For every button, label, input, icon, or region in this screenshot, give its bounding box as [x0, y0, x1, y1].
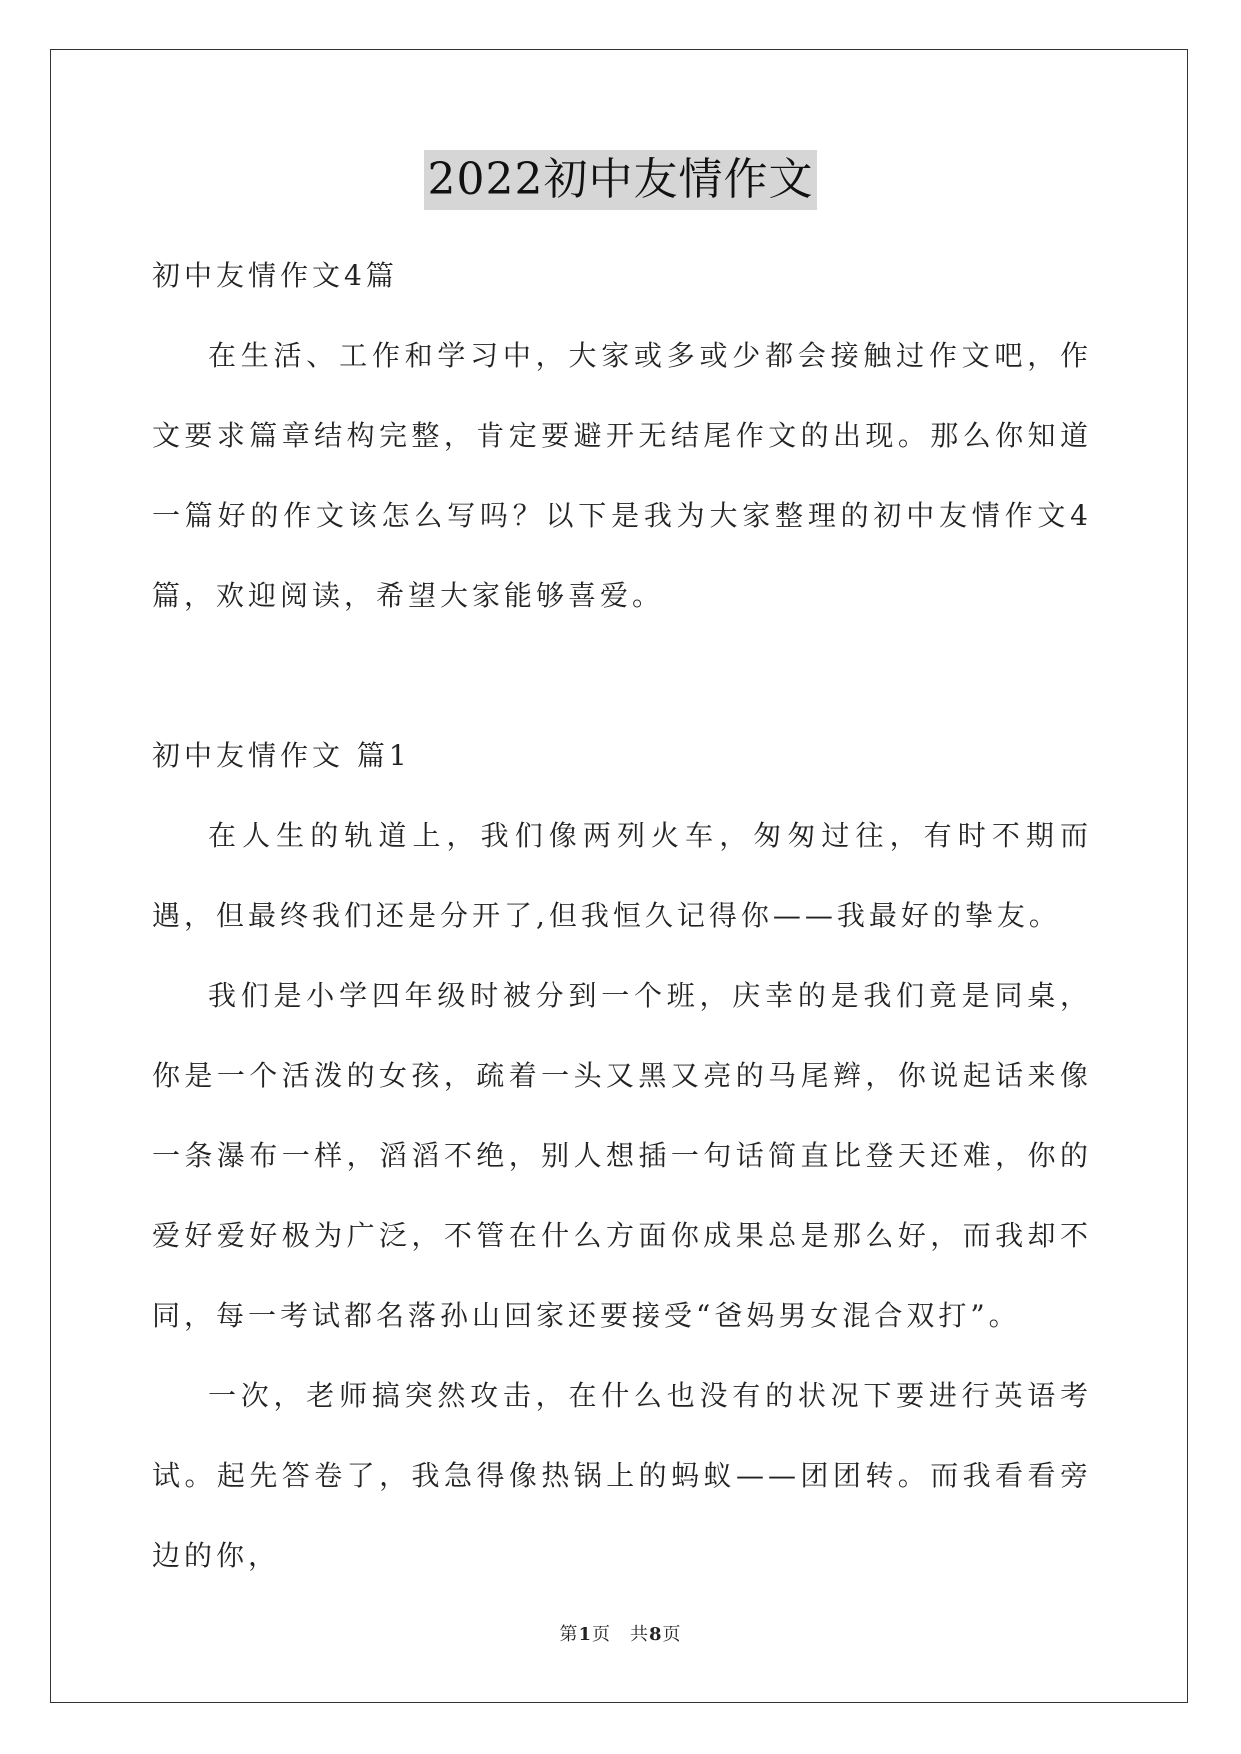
page-current: 1 [578, 1624, 592, 1645]
footer-suffix: 页 [662, 1624, 682, 1645]
title-wrap [0, 150, 1241, 210]
body-paragraph: 在人生的轨道上，我们像两列火车，匆匆过往，有时不期而遇，但最终我们还是分开了,但我恒久记得你——我最好的挚友。 [152, 819, 1092, 932]
intro-paragraph: 在生活、工作和学习中，大家或多或少都会接触过作文吧，作文要求篇章结构完整，肯定要避开无结尾作文的出现。那么你知道一篇好的作文该怎么写吗？以下是我为大家整理的初中友情作文4篇，欢迎阅读，希望大家能够喜爱。 [152, 339, 1092, 612]
document-title: 2022初中友情作文 [424, 150, 818, 210]
page-footer [0, 1620, 1241, 1646]
subtitle: 初中友情作文4篇 [152, 259, 398, 292]
body-paragraph: 一次，老师搞突然攻击，在什么也没有的状况下要进行英语考试。起先答卷了，我急得像热锅上的蚂蚁——团团转。而我看看旁边的你， [152, 1379, 1092, 1572]
page-total: 8 [649, 1624, 663, 1645]
section-heading: 初中友情作文 篇1 [152, 739, 411, 772]
footer-mid: 页 共 [592, 1624, 649, 1645]
document-body [152, 236, 1092, 1596]
footer-prefix: 第 [559, 1624, 579, 1645]
body-paragraph: 我们是小学四年级时被分到一个班，庆幸的是我们竟是同桌，你是一个活泼的女孩，疏着一头又黑又亮的马尾辫，你说起话来像一条瀑布一样，滔滔不绝，别人想插一句话简直比登天还难，你的爱好爱好极为广泛，不管在什么方面你成果总是那么好，而我却不同，每一考试都名落孙山回家还要接受“爸妈男女混合双打”。 [152, 979, 1092, 1332]
